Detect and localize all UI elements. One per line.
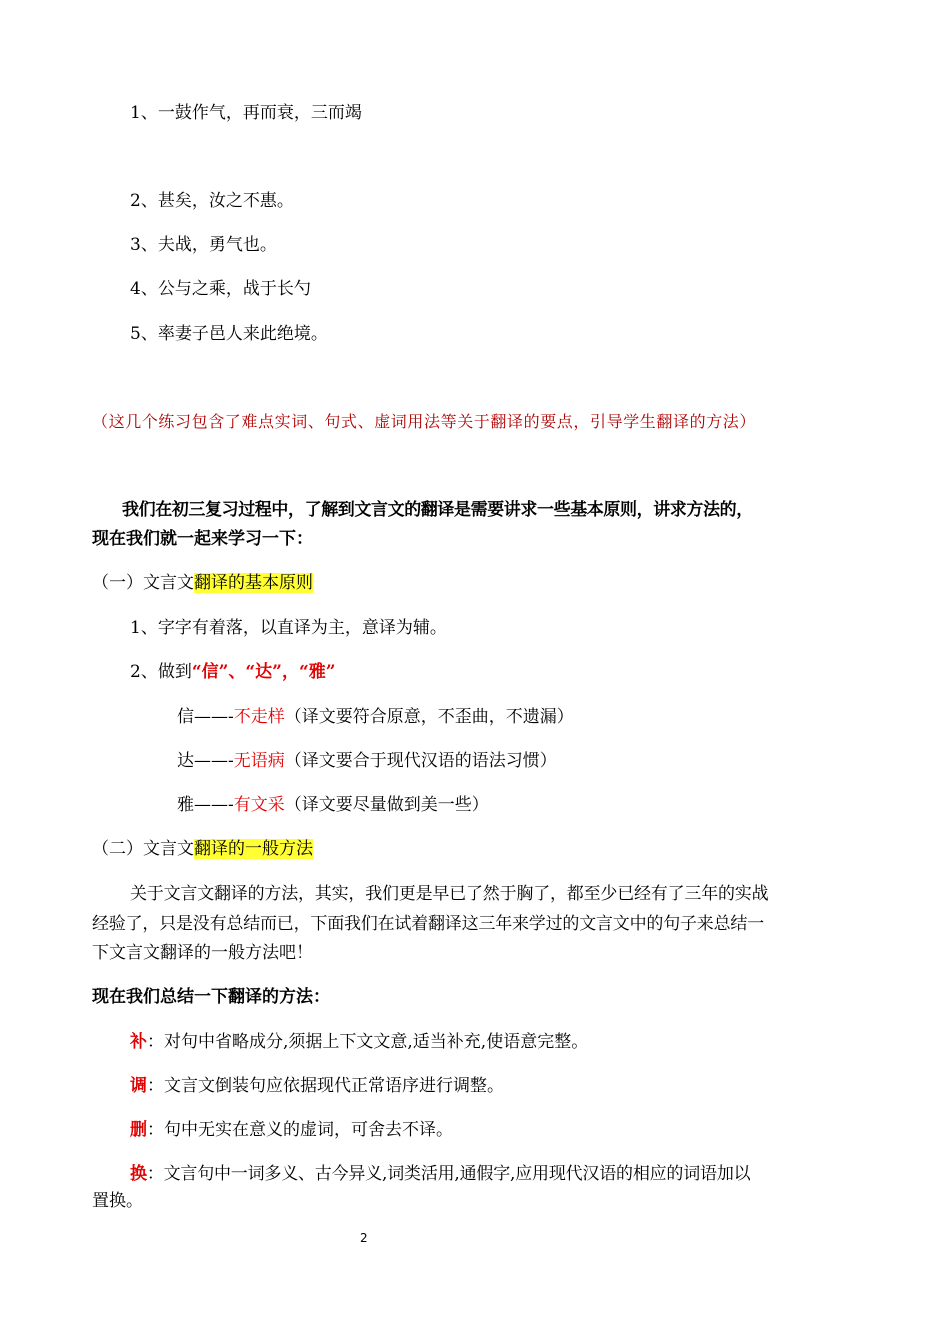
- method-shan: [130, 1119, 453, 1141]
- exercise-3: 3、夫战，勇气也。: [130, 235, 277, 255]
- section-2-para-line-2: 经验了，只是没有总结而已，下面我们在试着翻译这三年来学过的文言文中的句子来总结一: [92, 914, 764, 934]
- method-desc: ：句中无实在意义的虚词，可舍去不译。: [147, 1120, 453, 1140]
- method-huan-cont: 置换。: [92, 1191, 143, 1211]
- criterion-key: 达——-: [177, 751, 234, 771]
- criterion-xin: [177, 706, 574, 728]
- section-1-prefix: （一）文言文: [92, 573, 194, 593]
- page-number: 2: [360, 1231, 368, 1245]
- method-key: 删: [130, 1120, 147, 1140]
- exercise-4: 4、公与之乘，战于长勺: [130, 279, 311, 299]
- criterion-term: 有文采: [233, 795, 285, 815]
- method-desc: ：文言句中一词多义、古今异义,词类活用,通假字,应用现代汉语的相应的词语加以: [146, 1164, 751, 1184]
- section-2-prefix: （二）文言文: [92, 839, 194, 859]
- intro-line-1: 我们在初三复习过程中，了解到文言文的翻译是需要讲求一些基本原则，讲求方法的，: [122, 500, 753, 520]
- section-1-highlight: 翻译的基本原则: [194, 573, 313, 593]
- method-desc: ：对句中省略成分,须据上下文文意,适当补充,使语意完整。: [147, 1032, 589, 1052]
- intro-line-2: 现在我们就一起来学习一下：: [92, 529, 313, 549]
- method-desc: ：文言文倒装句应依据现代正常语序进行调整。: [147, 1076, 504, 1096]
- section-1-heading: [92, 572, 313, 594]
- method-key: 补: [130, 1032, 147, 1052]
- exercise-1: 1、一鼓作气，再而衰，三而竭: [130, 103, 362, 123]
- method-huan: [130, 1163, 750, 1185]
- criterion-desc: （译文要符合原意，不歪曲，不遗漏）: [284, 707, 574, 727]
- section-2-para-line-1: 关于文言文翻译的方法，其实，我们更是早已了然于胸了，都至少已经有了三年的实战: [130, 884, 769, 904]
- criterion-ya: [177, 794, 489, 816]
- criterion-key: 信——-: [177, 707, 234, 727]
- summary-title: 现在我们总结一下翻译的方法：: [92, 987, 330, 1007]
- section-2-heading: [92, 838, 313, 860]
- criterion-term: 无语病: [233, 751, 285, 771]
- section-2-highlight: 翻译的一般方法: [194, 839, 313, 859]
- exercise-2: 2、甚矣，汝之不惠。: [130, 191, 294, 211]
- rule-2-prefix: 2、做到: [130, 662, 192, 682]
- method-key: 换: [130, 1164, 147, 1184]
- rule-1: 1、字字有着落，以直译为主，意译为辅。: [130, 618, 447, 638]
- criterion-desc: （译文要尽量做到美一些）: [284, 795, 489, 815]
- rule-2: [130, 661, 336, 683]
- criterion-key: 雅——-: [177, 795, 234, 815]
- exercise-5: 5、率妻子邑人来此绝境。: [130, 324, 328, 344]
- teaching-note: （这几个练习包含了难点实词、句式、虚词用法等关于翻译的要点，引导学生翻译的方法）: [92, 412, 757, 431]
- criterion-term: 不走样: [233, 707, 285, 727]
- section-2-para-line-3: 下文言文翻译的一般方法吧！: [92, 943, 313, 963]
- method-tiao: [130, 1075, 504, 1097]
- rule-2-terms: “信”、“达”，“雅”: [191, 662, 336, 682]
- method-key: 调: [130, 1076, 147, 1096]
- method-bu: [130, 1031, 588, 1053]
- criterion-desc: （译文要合于现代汉语的语法习惯）: [284, 751, 557, 771]
- criterion-da: [177, 750, 557, 772]
